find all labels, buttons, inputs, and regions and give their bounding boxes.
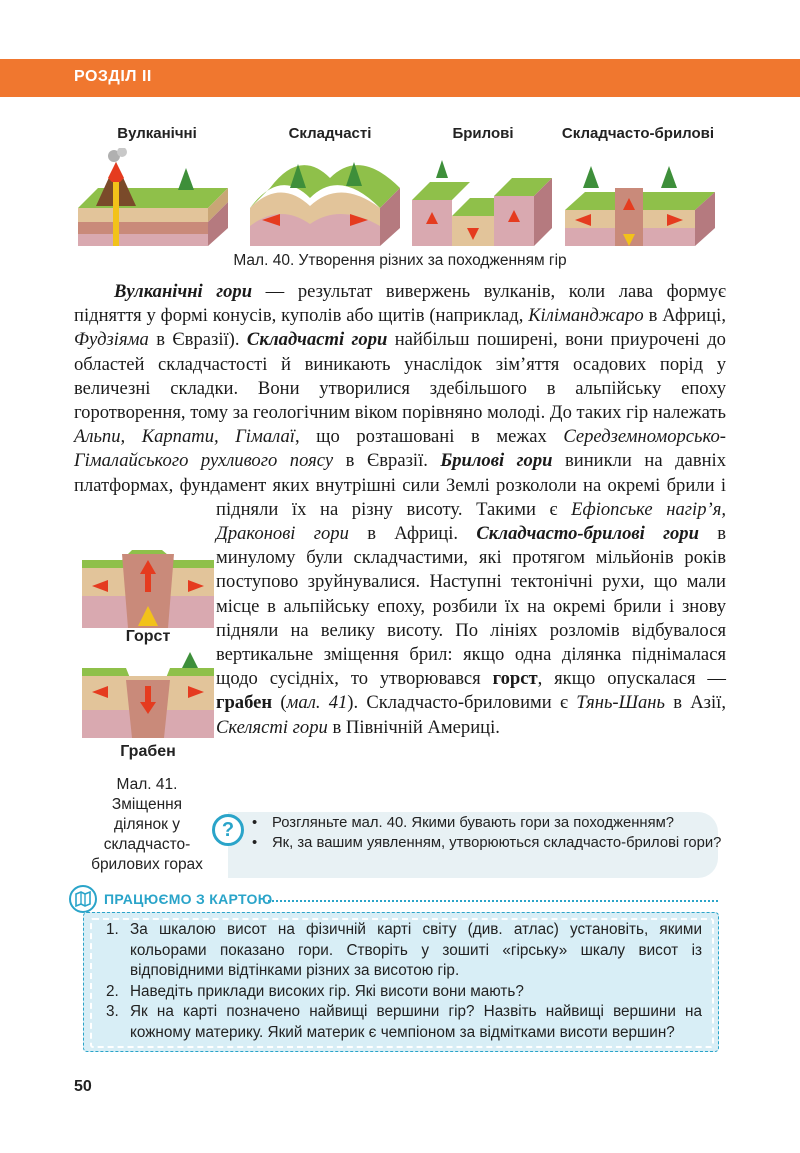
map-task-item [106,982,702,1003]
task-number: 3. [106,1003,119,1020]
text-s4-end: в Північній Америці. [327,716,500,738]
task-text: Як на карті позначено найвищі вершини гір? Назвіть найвищі вершини на кожному материку. Який материк є чемпіоном за відмітками висоти вершин? [130,1003,702,1041]
folded-mountain-illustration [250,148,410,248]
section-header [0,59,800,97]
page-number: 50 [74,1078,92,1095]
fig40-label-volcanic: Вулканічні [117,125,197,142]
task-text: Наведіть приклади високих гір. Які висоти вони мають? [130,982,524,1000]
text-s3: виникли на давніх платформах, фундамент яких внутрішні сили Землі розкололи на окремі брили і підняли їх на різну висоту. Такими є [74,450,727,520]
example-ethiopian: Ефіопське нагір’я, Драконові гори [216,498,726,545]
example-rockies: Скелясті гори [216,716,328,738]
text-s1: — результат вивержень вулканів, коли лава формує підняття у формі конусів, куполів або щитів (наприклад, [74,281,727,327]
text-s3-end: в Африці. [348,523,477,545]
figure41-reference: мал. 41 [286,692,348,714]
example-kilimanjaro: Кіліманджаро [528,305,644,327]
block-mountain-illustration [412,148,560,248]
map-task-item [106,1002,702,1043]
fig40-label-block: Брилові [452,125,514,142]
section-title: РОЗДІЛ II [74,68,152,85]
task-number: 1. [106,921,119,938]
volcanic-mountain-illustration [78,148,238,248]
term-horst: горст [492,668,538,690]
figure40-caption: Мал. 40. Утворення різних за походженням гір [233,252,567,269]
task-text: За шкалою висот на фізичній карті світу (див. атлас) установіть, якими кольорами показано гори. Створіть у зошиті «гірську» шкалу висот із відповідними відтінками різних за висотою гір. [130,921,702,979]
term-fold-block: Складчасто-брилові гори [476,523,699,545]
text-s2-end: в Євразії. [333,450,441,472]
question-icon: ? [212,814,244,846]
map-task-item [106,920,702,982]
figure41-caption: Мал. 41. Зміщення ділянок у складчасто-брилових горах [91,776,203,873]
map-title-divider [268,900,718,902]
text-s4-mid: , якщо опускалася — [537,668,726,690]
text-s4: в минулому були складчастими, які протягом мільйонів років поступово зруйнувалися. Наступні тектонічні рухи, що мали місце в альпійську епоху, розбили їх на окремі брили і знову підняли на велику висоту. По лініях розломів відбувалося вертикальне зміщення брил: якщо одна ділянка піднімалася щодо сусідніх, то утворювався [216,523,726,690]
horst-label: Горст [125,628,171,645]
term-block: Брилові гори [440,450,553,472]
term-folded: Складчасті гори [246,329,388,351]
example-tian-shan: Тянь-Шань [576,692,665,714]
question-item: • Розгляньте мал. 40. Якими бувають гори за походженням? [252,814,722,834]
graben-label: Грабен [120,743,176,760]
fig40-label-fold-block: Складчасто-брилові [561,125,715,142]
task-number: 2. [106,982,119,1000]
question-item: • Як, за вашим уявленням, утворюються складчасто-брилові гори? [252,834,722,854]
example-belt: Середземноморсько-Гімалайського рухливого поясу [74,426,726,472]
term-volcanic: Вулканічні гори [114,281,253,302]
text-s1-mid: в Африці, [643,305,726,327]
map-book-icon [68,884,98,914]
text-s4-mid2: в Азії, [665,692,726,714]
horst-illustration [82,540,214,628]
text-ref-close: ). Складчасто-бриловими є [347,692,577,714]
text-s2: найбільш поширені, вони приурочені до областей складчастості й виникають унаслідок зім’яття осадових порід у величезні складки. Вони утворилися здебільшого в альпійську епоху горотворення, тому за геологічним віком порівняно молоді. До таких гір належать [74,329,726,424]
fig40-label-folded: Складчасті [288,125,372,142]
example-fuji: Фудзіяма [74,329,149,351]
questions-list [252,814,722,853]
text-ref-open: ( [272,692,287,714]
fold-block-mountain-illustration [565,148,725,248]
example-alps: Альпи, Карпати, Гімалаї [74,426,295,448]
graben-illustration [82,650,214,738]
map-work-title: ПРАЦЮЄМО З КАРТОЮ [104,891,273,907]
text-s2-mid: , що розташовані в межах [294,426,564,448]
term-graben: грабен [216,692,273,714]
map-work-list [106,920,702,1043]
text-s1-end: в Євразії). [148,329,247,351]
